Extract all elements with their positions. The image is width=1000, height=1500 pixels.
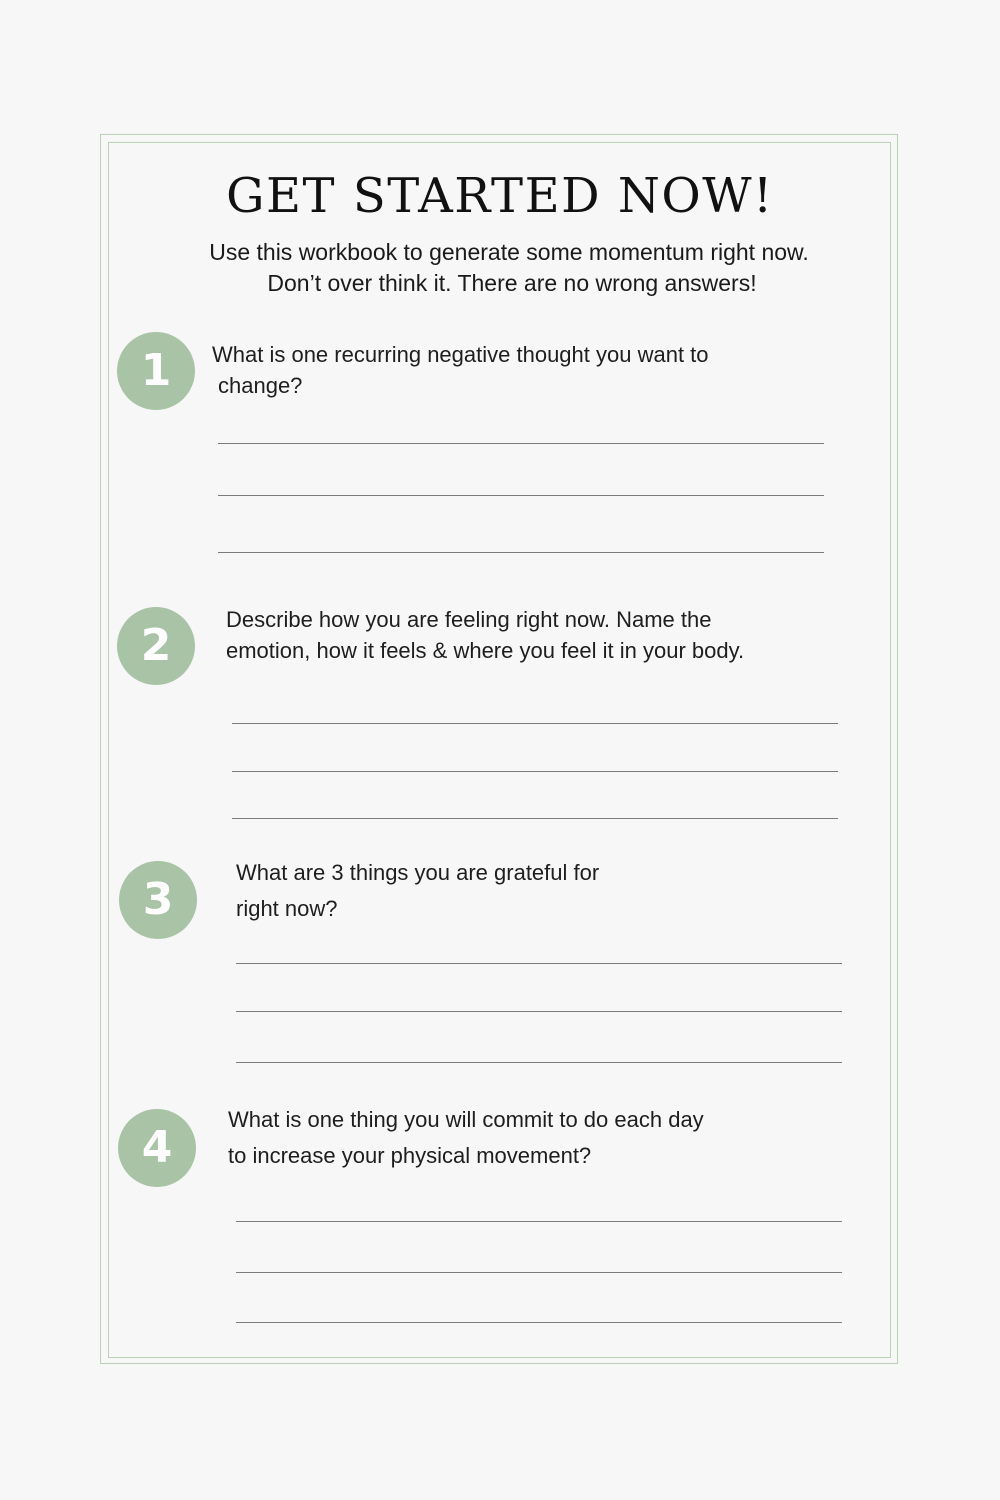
number-badge-3: 3 xyxy=(119,861,197,939)
intro-line-1: Use this workbook to generate some momentum right now. xyxy=(209,239,809,265)
question-3-line-2: right now? xyxy=(236,896,338,921)
answer-line-3b[interactable] xyxy=(236,1011,842,1012)
answer-line-4b[interactable] xyxy=(236,1272,842,1273)
answer-line-3a[interactable] xyxy=(236,963,842,964)
intro-line-2: Don’t over think it. There are no wrong answers! xyxy=(267,270,757,296)
question-1-line-2: change? xyxy=(218,373,303,398)
answer-line-1b[interactable] xyxy=(218,495,824,496)
question-4-line-1: What is one thing you will commit to do each day xyxy=(228,1107,704,1132)
question-2-line-1: Describe how you are feeling right now. Name the xyxy=(226,607,712,632)
answer-line-4a[interactable] xyxy=(236,1221,842,1222)
number-badge-2: 2 xyxy=(117,607,195,685)
question-1-line-1: What is one recurring negative thought you want to xyxy=(212,342,709,367)
answer-line-2c[interactable] xyxy=(232,818,838,819)
number-badge-4: 4 xyxy=(118,1109,196,1187)
question-3-line-1: What are 3 things you are grateful for xyxy=(236,860,600,885)
number-badge-1: 1 xyxy=(117,332,195,410)
page-border-inner xyxy=(108,142,891,1358)
answer-line-3c[interactable] xyxy=(236,1062,842,1063)
answer-line-1c[interactable] xyxy=(218,552,824,553)
page-title: GET STARTED NOW! xyxy=(226,168,774,224)
answer-line-4c[interactable] xyxy=(236,1322,842,1323)
answer-line-2a[interactable] xyxy=(232,723,838,724)
answer-line-1a[interactable] xyxy=(218,443,824,444)
question-2-line-2: emotion, how it feels & where you feel it in your body. xyxy=(226,638,745,663)
question-4-line-2: to increase your physical movement? xyxy=(228,1143,592,1168)
answer-line-2b[interactable] xyxy=(232,771,838,772)
